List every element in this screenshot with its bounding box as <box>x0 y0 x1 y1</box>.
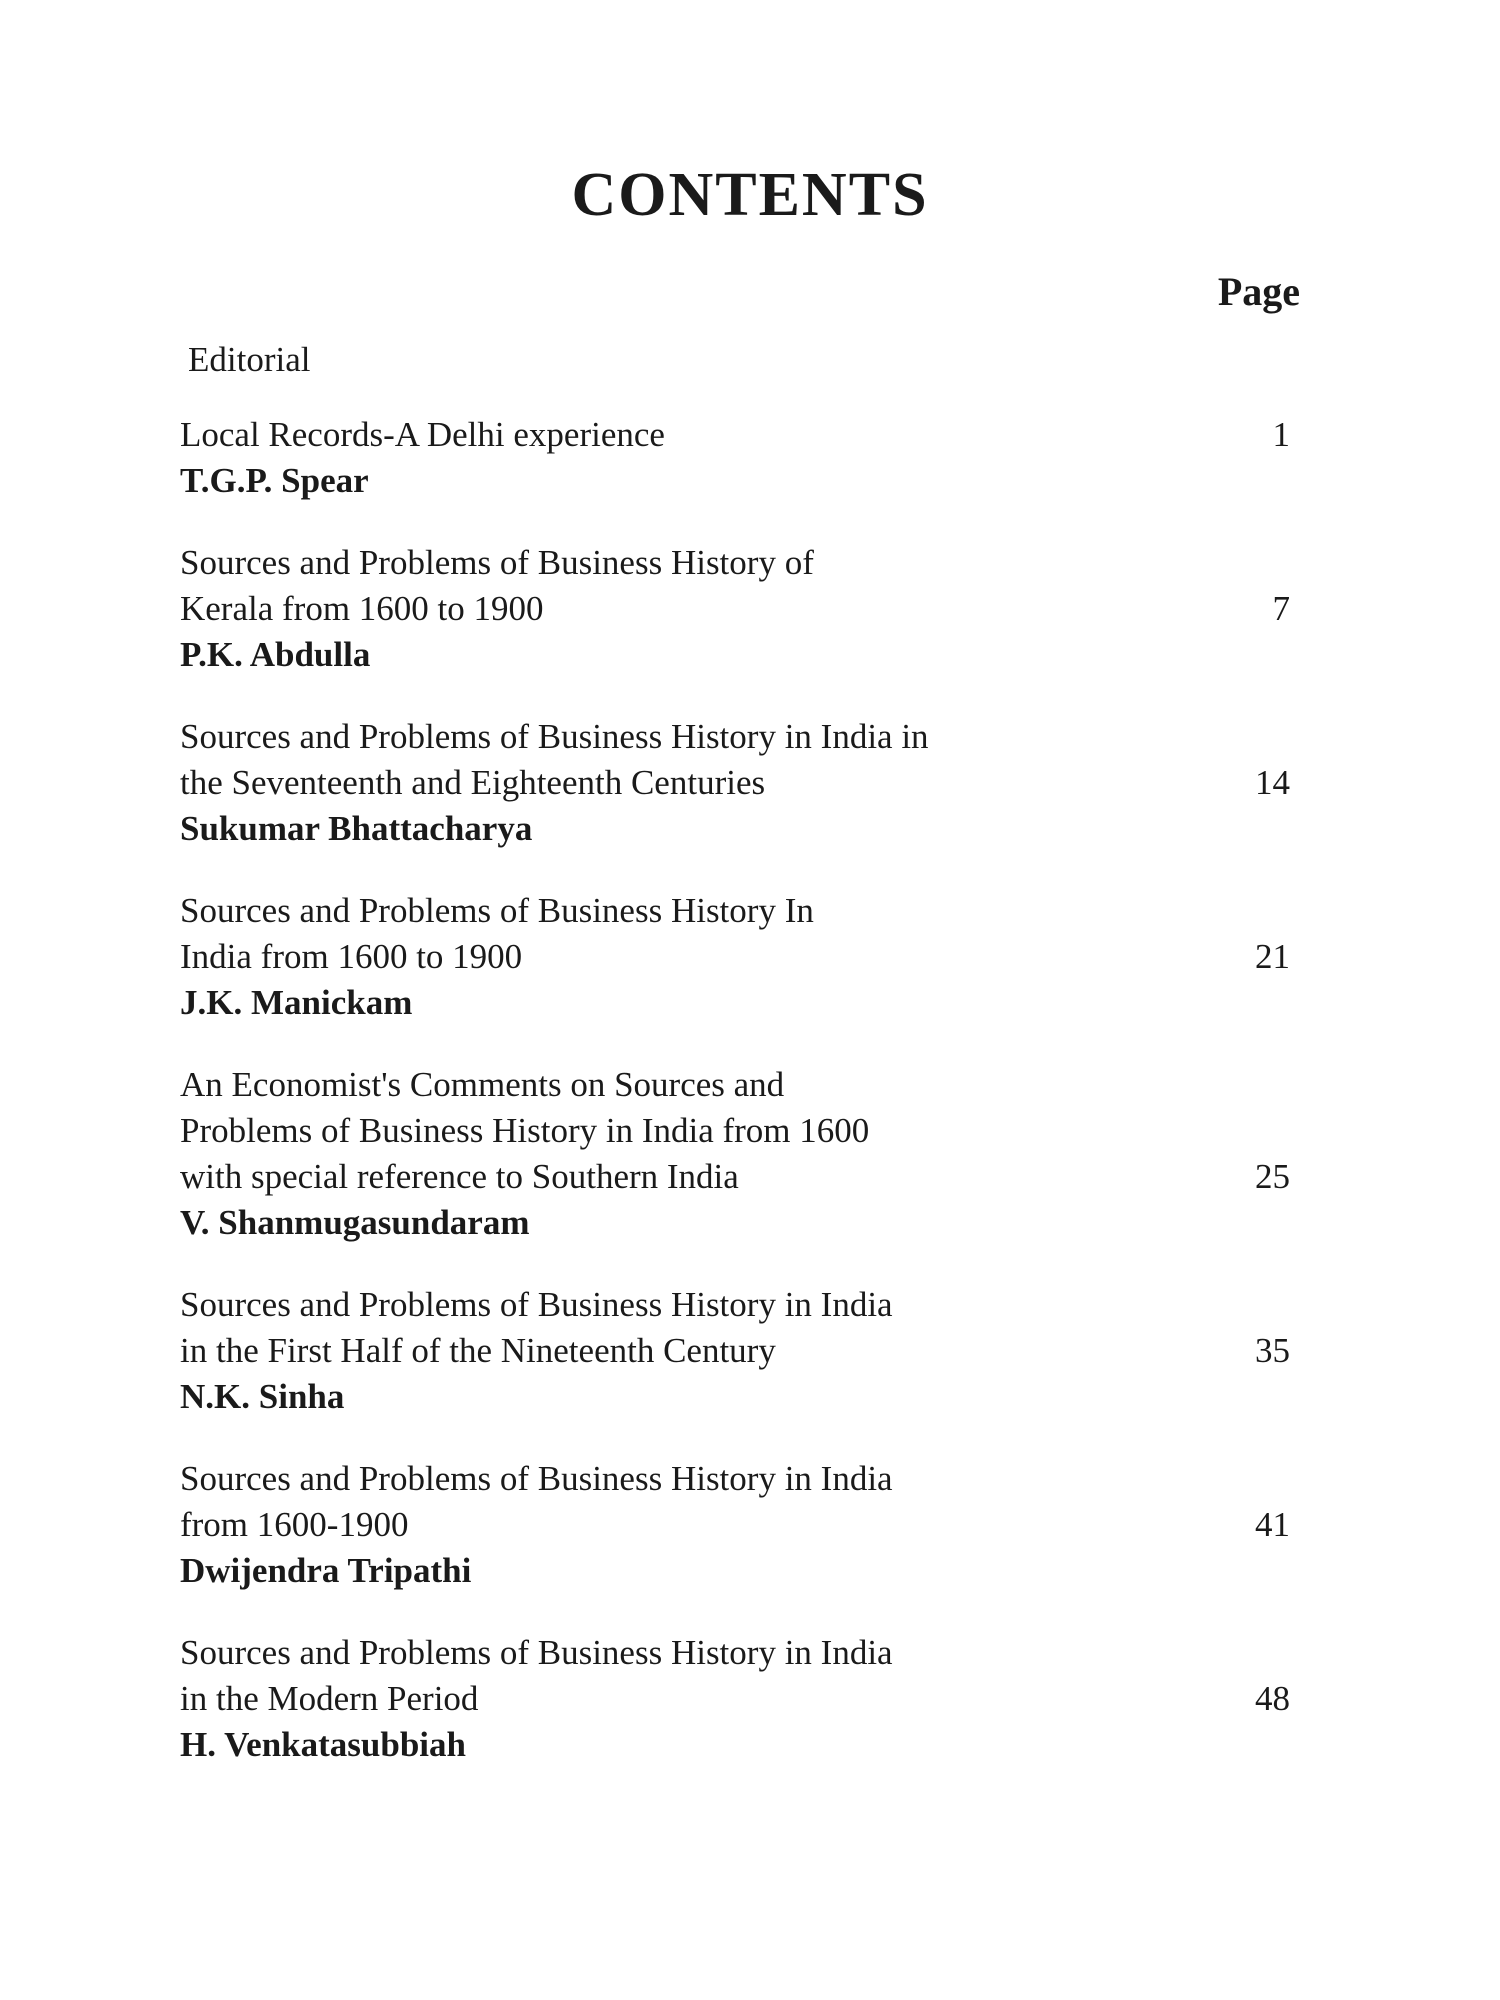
entry-title-line: the Seventeenth and Eighteenth Centuries <box>180 763 766 802</box>
entry-title <box>180 1282 1060 1374</box>
entry-title <box>180 1456 1060 1548</box>
contents-entry <box>180 412 1300 504</box>
entry-author: V. Shanmugasundaram <box>180 1203 530 1242</box>
entry-title-line: Sources and Problems of Business History of <box>180 543 814 582</box>
contents-list <box>180 412 1300 1804</box>
entry-title-line: Kerala from 1600 to 1900 <box>180 589 544 628</box>
entry-title-line: Local Records-A Delhi experience <box>180 415 665 454</box>
contents-entry <box>180 1630 1300 1768</box>
entry-author: N.K. Sinha <box>180 1377 345 1416</box>
entry-author: H. Venkatasubbiah <box>180 1725 466 1764</box>
contents-entry <box>180 1282 1300 1420</box>
entry-page-number: 7 <box>1272 589 1290 628</box>
entry-title-line: in the First Half of the Nineteenth Century <box>180 1331 776 1370</box>
entry-title-line: India from 1600 to 1900 <box>180 937 523 976</box>
contents-entry <box>180 714 1300 852</box>
entry-page-number: 21 <box>1255 937 1290 976</box>
entry-author: P.K. Abdulla <box>180 635 371 674</box>
entry-page-number: 41 <box>1255 1505 1290 1544</box>
entry-title-line: in the Modern Period <box>180 1679 479 1718</box>
entry-page-number: 48 <box>1255 1679 1290 1718</box>
editorial-entry: Editorial <box>188 340 311 379</box>
entry-title-line: An Economist's Comments on Sources and <box>180 1065 785 1104</box>
entry-title <box>180 1062 1060 1200</box>
entry-author: J.K. Manickam <box>180 983 413 1022</box>
entry-title-line: Problems of Business History in India from 1600 <box>180 1111 870 1150</box>
entry-title-line: Sources and Problems of Business History in India <box>180 1459 893 1498</box>
contents-entry <box>180 1456 1300 1594</box>
entry-title-line: Sources and Problems of Business History In <box>180 891 814 930</box>
entry-page-number: 25 <box>1255 1157 1290 1196</box>
contents-entry <box>180 540 1300 678</box>
entry-title-line: from 1600-1900 <box>180 1505 409 1544</box>
contents-entry <box>180 1062 1300 1246</box>
entry-title <box>180 412 1060 458</box>
entry-author: Dwijendra Tripathi <box>180 1551 472 1590</box>
entry-title-line: Sources and Problems of Business History in India <box>180 1285 893 1324</box>
entry-title <box>180 888 1060 980</box>
entry-title <box>180 714 1060 806</box>
entry-author: T.G.P. Spear <box>180 461 369 500</box>
entry-title <box>180 540 1060 632</box>
page-column-header: Page <box>1217 269 1300 314</box>
contents-entry <box>180 888 1300 1026</box>
entry-title-line: with special reference to Southern India <box>180 1157 739 1196</box>
entry-author: Sukumar Bhattacharya <box>180 809 533 848</box>
entry-title <box>180 1630 1060 1722</box>
entry-page-number: 14 <box>1255 763 1290 802</box>
page-title: CONTENTS <box>571 161 929 229</box>
entry-title-line: Sources and Problems of Business History in India in <box>180 717 929 756</box>
entry-title-line: Sources and Problems of Business History in India <box>180 1633 893 1672</box>
entry-page-number: 35 <box>1255 1331 1290 1370</box>
entry-page-number: 1 <box>1272 415 1290 454</box>
